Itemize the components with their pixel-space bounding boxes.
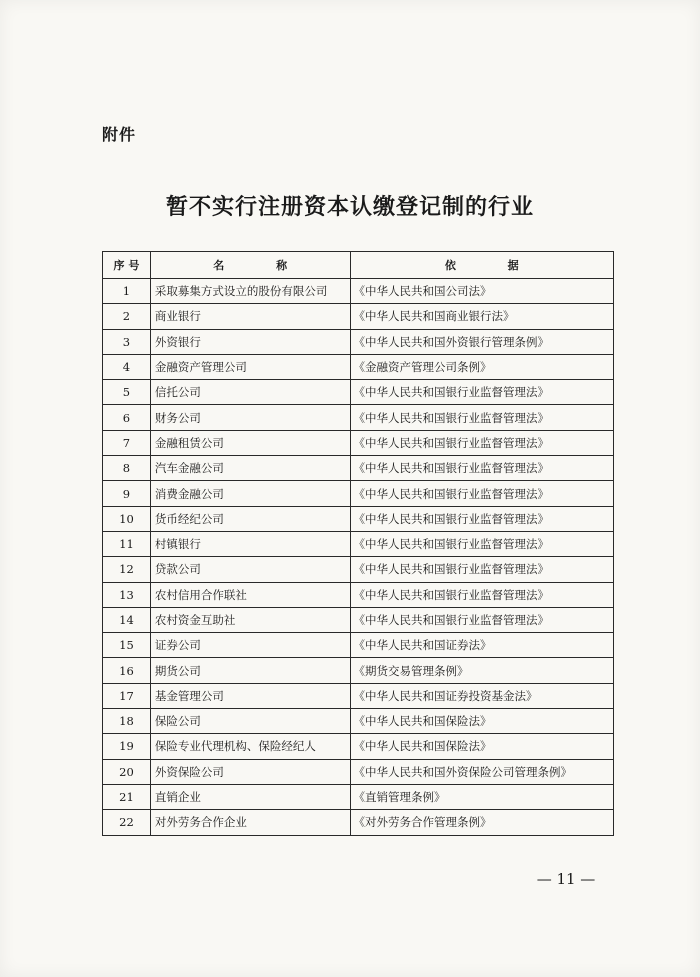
row-name: 基金管理公司 xyxy=(150,683,350,708)
row-basis: 《中华人民共和国银行业监督管理法》 xyxy=(350,582,613,607)
table-row xyxy=(103,354,614,379)
row-number: 10 xyxy=(103,506,151,531)
row-basis: 《中华人民共和国银行业监督管理法》 xyxy=(350,456,613,481)
table-body xyxy=(103,279,614,836)
table-row xyxy=(103,405,614,430)
row-name: 信托公司 xyxy=(150,380,350,405)
table-row xyxy=(103,557,614,582)
table-row xyxy=(103,279,614,304)
row-basis: 《中华人民共和国外资银行管理条例》 xyxy=(350,329,613,354)
table-row xyxy=(103,759,614,784)
row-basis: 《金融资产管理公司条例》 xyxy=(350,354,613,379)
row-basis: 《对外劳务合作管理条例》 xyxy=(350,810,613,835)
row-number: 18 xyxy=(103,709,151,734)
row-name: 采取募集方式设立的股份有限公司 xyxy=(150,279,350,304)
row-basis: 《中华人民共和国外资保险公司管理条例》 xyxy=(350,759,613,784)
row-number: 15 xyxy=(103,633,151,658)
table-row xyxy=(103,531,614,556)
row-name: 金融租赁公司 xyxy=(150,430,350,455)
row-basis: 《中华人民共和国银行业监督管理法》 xyxy=(350,481,613,506)
row-basis: 《中华人民共和国银行业监督管理法》 xyxy=(350,430,613,455)
row-name: 外资保险公司 xyxy=(150,759,350,784)
table-header-row xyxy=(103,252,614,279)
table-row xyxy=(103,380,614,405)
row-name: 直销企业 xyxy=(150,784,350,809)
row-number: 12 xyxy=(103,557,151,582)
table-row xyxy=(103,658,614,683)
header-name: 名 称 xyxy=(150,252,350,279)
row-number: 1 xyxy=(103,279,151,304)
row-name: 贷款公司 xyxy=(150,557,350,582)
row-basis: 《中华人民共和国银行业监督管理法》 xyxy=(350,531,613,556)
row-number: 21 xyxy=(103,784,151,809)
row-name: 金融资产管理公司 xyxy=(150,354,350,379)
row-number: 7 xyxy=(103,430,151,455)
table-row xyxy=(103,329,614,354)
row-number: 16 xyxy=(103,658,151,683)
row-number: 3 xyxy=(103,329,151,354)
row-basis: 《中华人民共和国商业银行法》 xyxy=(350,304,613,329)
row-basis: 《中华人民共和国银行业监督管理法》 xyxy=(350,380,613,405)
row-name: 农村资金互助社 xyxy=(150,607,350,632)
row-name: 保险专业代理机构、保险经纪人 xyxy=(150,734,350,759)
row-number: 13 xyxy=(103,582,151,607)
table-row xyxy=(103,506,614,531)
row-basis: 《中华人民共和国银行业监督管理法》 xyxy=(350,506,613,531)
row-number: 9 xyxy=(103,481,151,506)
row-basis: 《中华人民共和国公司法》 xyxy=(350,279,613,304)
row-name: 货币经纪公司 xyxy=(150,506,350,531)
table-row xyxy=(103,734,614,759)
row-basis: 《期货交易管理条例》 xyxy=(350,658,613,683)
row-basis: 《中华人民共和国保险法》 xyxy=(350,734,613,759)
table-row xyxy=(103,304,614,329)
row-basis: 《中华人民共和国银行业监督管理法》 xyxy=(350,607,613,632)
row-name: 财务公司 xyxy=(150,405,350,430)
row-basis: 《中华人民共和国保险法》 xyxy=(350,709,613,734)
table-row xyxy=(103,709,614,734)
row-number: 8 xyxy=(103,456,151,481)
page-number: — 11 — xyxy=(536,870,596,888)
table-row xyxy=(103,481,614,506)
row-number: 14 xyxy=(103,607,151,632)
row-name: 对外劳务合作企业 xyxy=(150,810,350,835)
row-name: 农村信用合作联社 xyxy=(150,582,350,607)
row-number: 11 xyxy=(103,531,151,556)
row-name: 消费金融公司 xyxy=(150,481,350,506)
row-number: 19 xyxy=(103,734,151,759)
row-name: 商业银行 xyxy=(150,304,350,329)
table-row xyxy=(103,430,614,455)
row-number: 2 xyxy=(103,304,151,329)
row-basis: 《中华人民共和国证券投资基金法》 xyxy=(350,683,613,708)
table-row xyxy=(103,683,614,708)
table-row xyxy=(103,607,614,632)
row-basis: 《直销管理条例》 xyxy=(350,784,613,809)
row-basis: 《中华人民共和国银行业监督管理法》 xyxy=(350,557,613,582)
row-basis: 《中华人民共和国证券法》 xyxy=(350,633,613,658)
row-number: 20 xyxy=(103,759,151,784)
row-number: 17 xyxy=(103,683,151,708)
table-row xyxy=(103,784,614,809)
industry-table xyxy=(102,251,614,836)
row-basis: 《中华人民共和国银行业监督管理法》 xyxy=(350,405,613,430)
row-name: 村镇银行 xyxy=(150,531,350,556)
row-number: 5 xyxy=(103,380,151,405)
row-name: 保险公司 xyxy=(150,709,350,734)
header-basis: 依 据 xyxy=(350,252,613,279)
row-number: 4 xyxy=(103,354,151,379)
page-title: 暂不实行注册资本认缴登记制的行业 xyxy=(165,195,534,220)
table-row xyxy=(103,810,614,835)
table-row xyxy=(103,456,614,481)
row-number: 6 xyxy=(103,405,151,430)
table-row xyxy=(103,582,614,607)
row-name: 期货公司 xyxy=(150,658,350,683)
attachment-label: 附件 xyxy=(102,125,137,144)
row-name: 外资银行 xyxy=(150,329,350,354)
row-number: 22 xyxy=(103,810,151,835)
header-no: 序 号 xyxy=(103,252,151,279)
row-name: 证券公司 xyxy=(150,633,350,658)
table-row xyxy=(103,633,614,658)
row-name: 汽车金融公司 xyxy=(150,456,350,481)
